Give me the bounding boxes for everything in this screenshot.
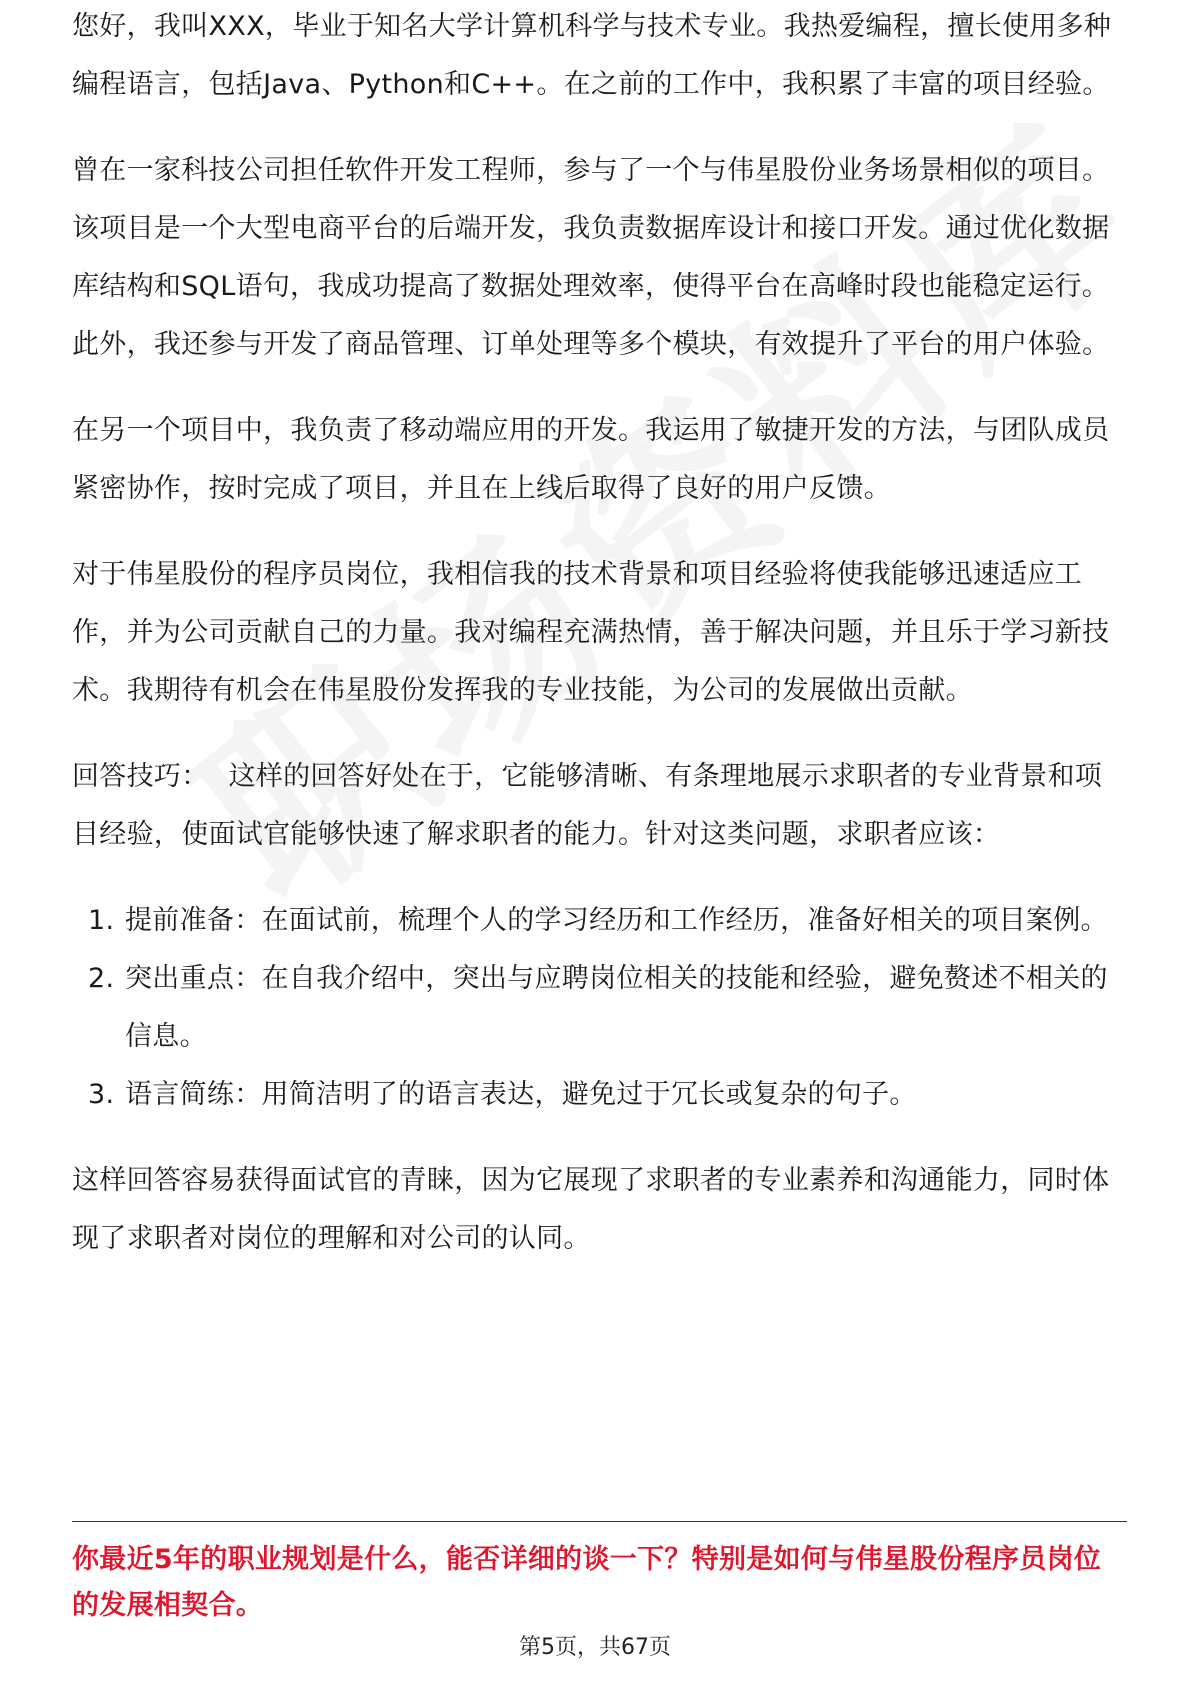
list-item-number: 1. <box>88 905 115 936</box>
intro-paragraph: 您好，我叫XXX，毕业于知名大学计算机科学与技术专业。我热爱编程，擅长使用多种编程语言，包括Java、Python和C++。在之前的工作中，我积累了丰富的项目经验。 <box>72 11 1112 100</box>
list-item <box>72 1066 1127 1124</box>
section-divider <box>72 1521 1127 1522</box>
list-item <box>72 892 1127 950</box>
tip-body: 这样的回答好处在于，它能够清晰、有条理地展示求职者的专业背景和项目经验，使面试官能够快速了解求职者的能力。针对这类问题，求职者应该： <box>72 761 1103 850</box>
list-item-number: 2. <box>88 963 115 994</box>
tips-list <box>72 892 1127 1124</box>
list-item-text: 语言简练：用简洁明了的语言表达，避免过于冗长或复杂的句子。 <box>125 1079 917 1110</box>
list-item-number: 3. <box>88 1079 115 1110</box>
tip-paragraph <box>72 748 1127 864</box>
project2-paragraph: 在另一个项目中，我负责了移动端应用的开发。我运用了敏捷开发的方法，与团队成员紧密协作，按时完成了项目，并且在上线后取得了良好的用户反馈。 <box>72 415 1110 504</box>
tip-label: 回答技巧： <box>72 761 209 792</box>
next-question-heading: 你最近5年的职业规划是什么，能否详细的谈一下？特别是如何与伟星股份程序员岗位的发展相契合。 <box>72 1544 1102 1621</box>
conclusion-paragraph: 这样回答容易获得面试官的青睐，因为它展现了求职者的专业素养和沟通能力，同时体现了求职者对岗位的理解和对公司的认同。 <box>72 1165 1110 1254</box>
project1-paragraph: 曾在一家科技公司担任软件开发工程师，参与了一个与伟星股份业务场景相似的项目。该项目是一个大型电商平台的后端开发，我负责数据库设计和接口开发。通过优化数据库结构和SQL语句，我成功提高了数据处理效率，使得平台在高峰时段也能稳定运行。此外，我还参与开发了商品管理、订单处理等多个模块，有效提升了平台的用户体验。 <box>72 155 1110 360</box>
list-item <box>72 950 1127 1066</box>
list-item-text: 突出重点：在自我介绍中，突出与应聘岗位相关的技能和经验，避免赘述不相关的信息。 <box>125 963 1108 1052</box>
list-item-text: 提前准备：在面试前，梳理个人的学习经历和工作经历，准备好相关的项目案例。 <box>125 905 1108 936</box>
main-content <box>72 11 1127 1296</box>
position-paragraph: 对于伟星股份的程序员岗位，我相信我的技术背景和项目经验将使我能够迅速适应工作，并为公司贡献自己的力量。我对编程充满热情，善于解决问题，并且乐于学习新技术。我期待有机会在伟星股份发挥我的专业技能，为公司的发展做出贡献。 <box>72 559 1110 706</box>
page-number: 第5页，共67页 <box>519 1635 671 1660</box>
